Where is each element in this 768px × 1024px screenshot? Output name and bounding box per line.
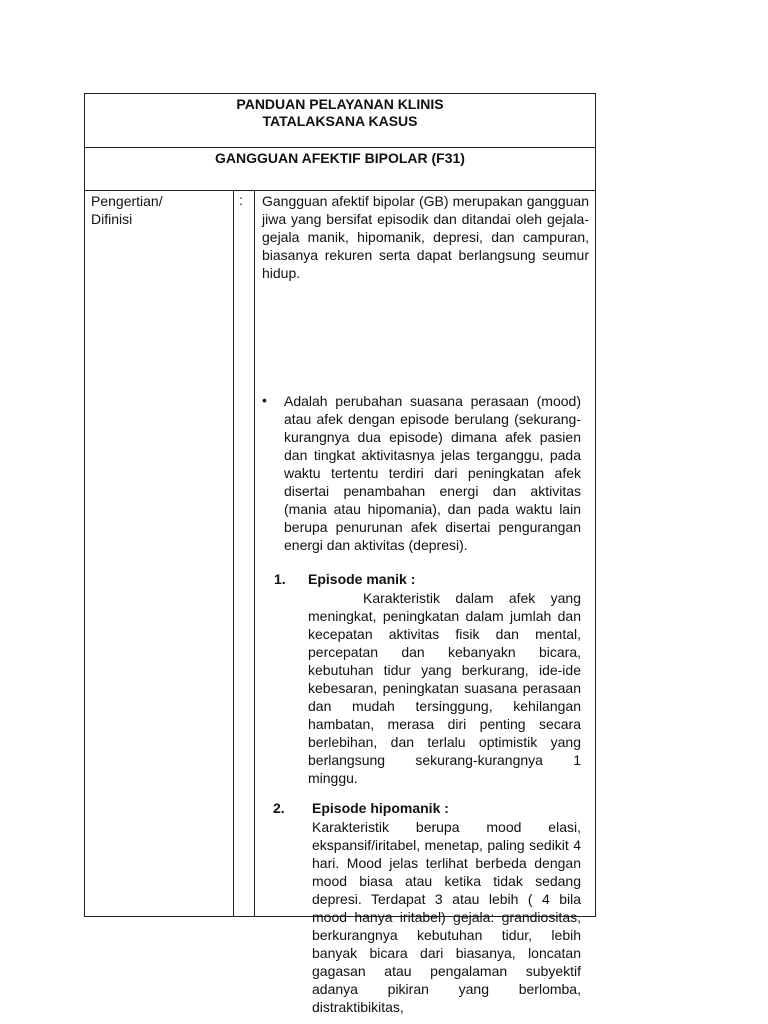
document-subtitle: TATALAKSANA KASUS (262, 113, 418, 129)
bullet-paragraph: Adalah perubahan suasana perasaan (mood) atau afek dengan episode berulang (sekurang-kurangnya dua episode) dimana afek pasien dan tingkat aktivitasnya jelas terganggu, pada waktu tertentu terdiri dari peningkatan afek disertai penambahan energi dan aktivitas (mania atau hipomania), dan pada waktu lain berupa penurunan afek disertai pengurangan energi dan aktivitas (depresi). (284, 393, 581, 553)
row-label (91, 192, 163, 228)
row-label-line2: Difinisi (91, 211, 133, 227)
definition-paragraph: Gangguan afektif bipolar (GB) merupakan gangguan jiwa yang bersifat episodik dan ditandai oleh gejala-gejala manik, hipomanik, depresi, dan campuran, biasanya rekuren serta dapat berlangsung seumur hidup. (262, 193, 589, 281)
item-text-manik: Karakteristik dalam afek yang meningkat, peningkatan dalam jumlah dan kecepatan aktivitas fisik dan mental, percepatan dan kebanyakn bicara, kebutuhan tidur yang berkurang, ide-ide kebesaran, peningkatan suasana perasaan dan mudah tersinggung, kehilangan hambatan, merasa diri penting secara berlebihan, dan terlalu optimistik yang berlangsung sekurang-kurangnya 1 minggu. (308, 590, 581, 786)
item-heading-manik: Episode manik : (308, 571, 416, 587)
row-label-line1: Pengertian/ (91, 193, 163, 209)
colon-separator: : (239, 192, 243, 208)
item-number-1: 1. (274, 571, 286, 587)
content-column (255, 190, 595, 1015)
document-title: PANDUAN PELAYANAN KLINIS (236, 96, 444, 112)
item-text-hipomanik: Karakteristik berupa mood elasi, ekspansif/iritabel, menetap, paling sedikit 4 hari. Mood jelas terlihat berbeda dengan mood biasa atau ketika tidak sedang depresi. Terdapat 3 atau lebih ( 4 bila mood hanya iritabel) gejala: grandiositas, berkurangnya kebutuhan tidur, lebih banyak bicara dari biasanya, loncatan gagasan atau pengalaman subyektif adanya pikiran yang berlomba, distraktibikitas, (312, 819, 581, 1015)
disease-title: GANGGUAN AFEKTIF BIPOLAR (F31) (215, 150, 465, 166)
label-column (85, 190, 234, 916)
guideline-table (84, 93, 596, 1015)
header-cell (85, 94, 595, 148)
bullet-icon: • (262, 392, 267, 408)
item-number-2: 2. (273, 800, 285, 816)
colon-column (233, 190, 255, 916)
item-heading-hipomanik: Episode hipomanik : (312, 800, 449, 816)
disease-title-cell (85, 147, 595, 191)
